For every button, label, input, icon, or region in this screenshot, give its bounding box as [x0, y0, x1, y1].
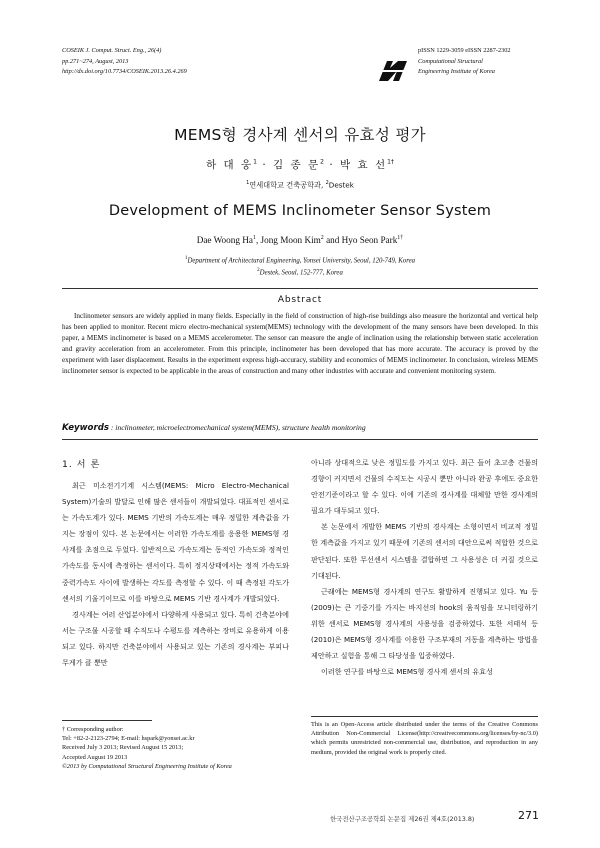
- abstract-body: Inclinometer sensors are widely applied in many fields. Especially in the field of construction of high-rise buildings also measure the horizontal and vertical help has been applied to monitor. Recent micro electro-mechanical system(MEMS) technology with the development of the many sensors have been developed. In this paper, a MEMS inclinometer is based on a MEMS accelerometer. The sensor can measure the angle of inclination using the relationship between static acceleration and gravity acceleration from an accelerometer. From this principle, inclinometer has been developed that has more accurate. The accuracy is proved by the experiment with laser displacement. Results in the experiment express high-accuracy, stability and economics of MEMS inclinometer. In conclusion, wireless MEMS inclinometer sensor is expected to be applicable in the areas of construction and many other industries with accurate and convenient monitoring system.: [62, 312, 538, 375]
- page-number: 271: [518, 809, 539, 822]
- affil-text: Destek: [328, 180, 354, 190]
- author-name: Hyo Seon Park: [341, 235, 398, 246]
- paragraph: 경사계는 여러 산업분야에서 다양하게 사용되고 있다. 특히 건축분야에서는 구조물 시공할 때 수직도나 수평도를 계측하는 장비로 유용하게 이용되고 있다. 하지만 건축분야에서 사용되고 있는 기존의 경사계는 부피나 무게가 클 뿐만: [62, 609, 289, 668]
- affil-text: Destek, Seoul, 152-777, Korea: [259, 269, 343, 277]
- footnote-line: † Corresponding author:: [62, 726, 124, 733]
- footnote-corresponding: [62, 725, 302, 771]
- authors-korean: [0, 157, 600, 172]
- footnote-line: Tel: +82-2-2123-2794; E-mail: hspark@yonsei.ac.kr: [62, 735, 195, 743]
- issn: pISSN 1229-3059 eISSN 2287-2302: [418, 47, 511, 54]
- author-sup: 2: [320, 158, 324, 166]
- society-name: Computational Structural: [418, 57, 483, 65]
- journal-citation: [62, 46, 187, 78]
- footnote-divider: [62, 720, 152, 721]
- affil-sup: 1: [184, 256, 188, 261]
- author-separator: ·: [329, 159, 335, 171]
- keywords-text: inclinometer, microelectromechanical system(MEMS), structure health monitoring: [115, 423, 366, 432]
- author-name: 박 효 선: [340, 159, 388, 171]
- author-sup: 1†: [387, 158, 394, 166]
- paper-title-korean: MEMS형 경사계 센서의 유효성 평가: [174, 126, 426, 144]
- affiliation-line: [0, 266, 600, 278]
- footnote-line: Accepted August 19 2013: [62, 753, 128, 761]
- license-text: This is an Open-Access article distributed under the terms of the Creative Commons Attribution Non-Commercial License(http://creativecommons.org/licenses/by-nc/3.0) which permits unrestricted non-commercial use, distribution, and reproduction in any medium, provided the original work is properly cited.: [311, 716, 538, 757]
- journal-line: COSEIK J. Comput. Struct. Eng., 26(4): [62, 47, 162, 54]
- author-separator: ,: [255, 235, 261, 246]
- abstract-heading: Abstract: [277, 295, 323, 305]
- body-column-right: [311, 455, 538, 680]
- keywords: [62, 423, 366, 433]
- paper-title-english: Development of MEMS Inclinometer Sensor System: [108, 203, 492, 219]
- license-notice: [311, 716, 538, 757]
- author-name: 김 종 문: [273, 159, 321, 171]
- society-name-2: Engineering Institute of Korea: [418, 68, 495, 75]
- affil-text: 연세대학교 건축공학과,: [249, 180, 324, 190]
- paragraph: 본 논문에서 개발한 MEMS 기반의 경사계는 소형이면서 비교적 정밀한 계측값을 가지고 있기 때문에 기존의 센서의 대안으로써 적합한 것으로 판단된다. 또한 무선센서 시스템을 결합하면 그 사용성은 더 커질 것으로 기대된다.: [311, 522, 538, 580]
- author-sup: 1: [253, 158, 257, 166]
- author-name: Dae Woong Ha: [196, 235, 253, 246]
- footnote-line: Received July 3 2013; Revised August 15 2013;: [62, 744, 184, 752]
- author-separator: and: [323, 235, 342, 246]
- affil-sup: 2: [325, 180, 329, 186]
- divider: [62, 288, 538, 289]
- affil-text: Department of Architectural Engineering, Yonsei University, Seoul, 120-749, Korea: [187, 257, 416, 265]
- author-sup: 2: [320, 235, 324, 241]
- divider: [62, 439, 538, 440]
- affiliations-english: [0, 254, 600, 279]
- journal-pages: pp.271~274, August, 2013: [62, 57, 129, 65]
- section-heading: 1. 서 론: [62, 459, 101, 470]
- keywords-label: Keywords: [62, 423, 109, 433]
- affiliations-korean: [0, 180, 600, 190]
- affiliation-line: [0, 254, 600, 266]
- author-name: Jong Moon Kim: [260, 235, 321, 246]
- paragraph: 아니라 상대적으로 낮은 정밀도를 가지고 있다. 최근 들어 초고층 건물의 경향이 커지면서 건물의 수직도는 시공시 뿐만 아니라 완공 후에도 중요한 안전기준이라고 할 수 있다. 이에 기존의 경사계를 대체할 만한 경사계의 필요가 대두되고 있다.: [311, 458, 538, 516]
- affil-sup: 1: [246, 180, 250, 186]
- journal-issn-block: [418, 46, 511, 78]
- footer-journal: 한국전산구조공학회 논문집 제26권 제4호(2013.8): [330, 815, 475, 823]
- author-name: 하 대 웅: [206, 159, 254, 171]
- affil-sup: 2: [257, 268, 260, 274]
- paragraph: 근래에는 MEMS형 경사계의 연구도 활발하게 진행되고 있다. Yu 등(2009)는 큰 기중기를 가지는 바지선의 hook의 움직임을 모니터링하기 위한 센서로 MEMS형 경사계의 사용성을 검증하였다. 또한 서태석 등(2010)은 MEMS형 경사계를 이용한 구조부재의 거동을 계측하는 방법을 제안하고 실험을 통해 그 타당성을 입증하였다.: [311, 586, 538, 661]
- paragraph: 이러한 연구를 바탕으로 MEMS형 경사계 센서의 유효성: [321, 667, 493, 677]
- keywords-separator: :: [108, 423, 116, 432]
- author-sup: 1†: [397, 235, 404, 241]
- society-logo-icon: [378, 60, 408, 82]
- doi-link[interactable]: http://dx.doi.org/10.7734/COSEIK.2013.26.4.269: [62, 68, 187, 75]
- paragraph: 최근 미소전기기계 시스템(MEMS: Micro Electro-Mechanical System)기술의 발달로 인해 많은 센서들이 개발되었다. 대표적인 센서로는 가속도계가 있다. MEMS 기반의 가속도계는 매우 정밀한 계측값을 가지는 장점이 있다. 본 논문에서는 이러한 가속도계를 응용한 MEMS형 경사계를 초점으로 두었다. 일반적으로 가속도계는 동적인 가속도와 정적인 가속도를 동시에 측정하는 센서이다. 특히 정지상태에서는 정적 가속도와 중력가속도 사이에 발생하는 각도를 측정할 수 있다. 이 때 측정된 각도가 센서의 기울기이므로 이를 바탕으로 MEMS 기반 경사계가 개발되었다.: [62, 481, 289, 603]
- copyright-line: ©2013 by Computational Structural Engineering Institute of Korea: [62, 762, 232, 770]
- body-column-left: [62, 478, 289, 671]
- author-sup: 1: [252, 235, 256, 241]
- author-separator: ·: [262, 159, 268, 171]
- authors-english: [0, 235, 600, 245]
